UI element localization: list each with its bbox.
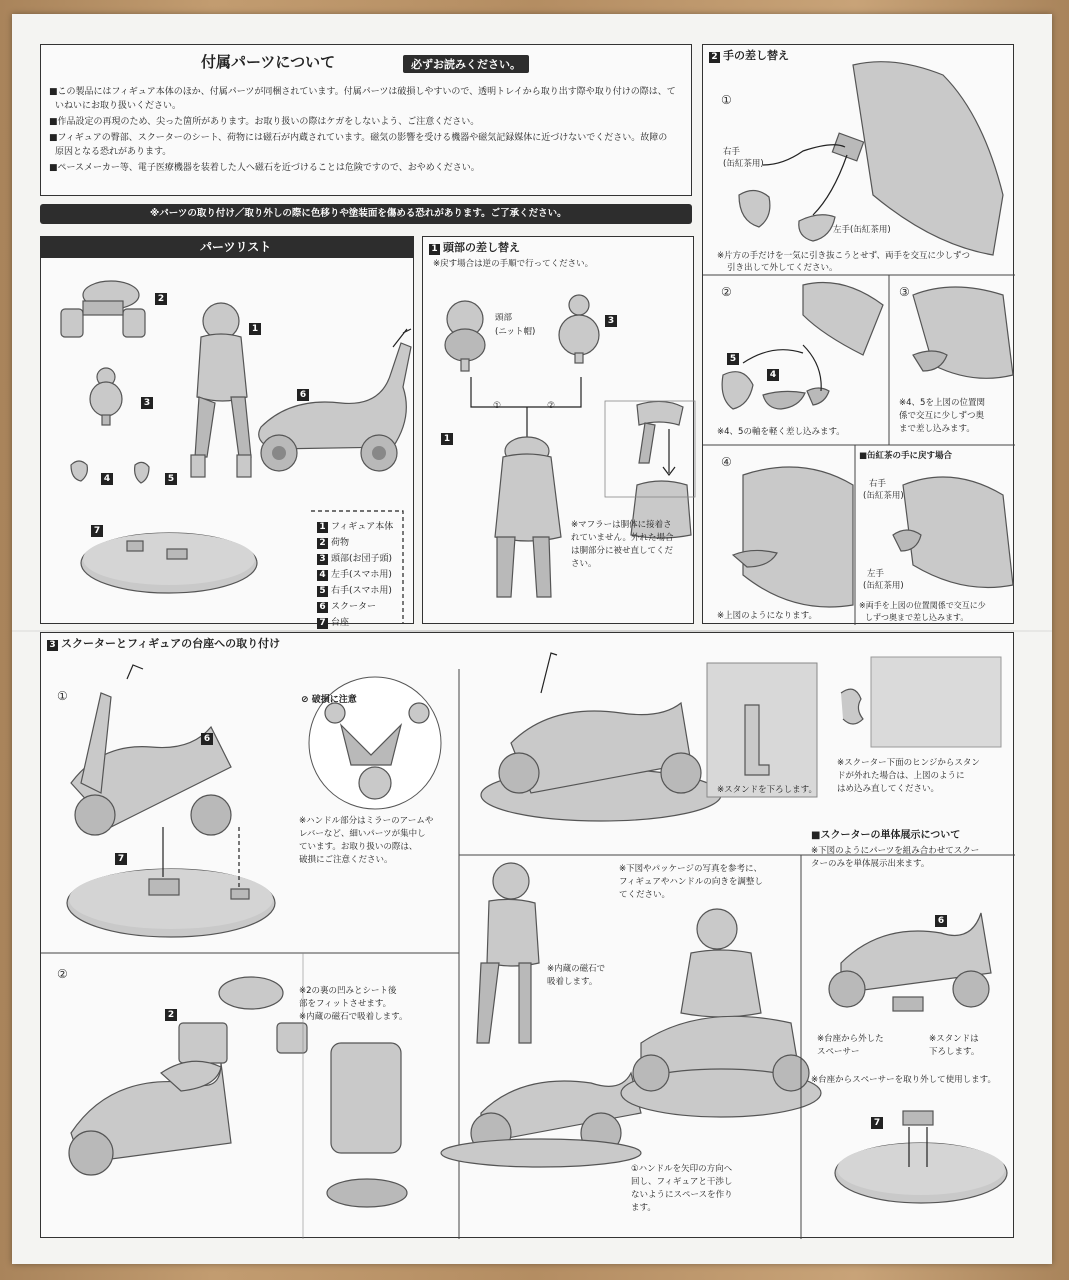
scooter-on-base-icon — [481, 653, 721, 821]
step2-marker-4: ④ — [721, 455, 732, 469]
hands-panel4-icon — [733, 467, 853, 607]
step1-box — [422, 236, 694, 624]
step3-badge-7: 7 — [115, 853, 127, 865]
return-right-label: 右手 — [869, 479, 887, 489]
legend-item: 3 頭部(お団子頭) — [317, 551, 393, 567]
scarf-note — [571, 519, 674, 571]
hands-panel2-icon — [722, 283, 883, 410]
solo-base-icon — [835, 1111, 1007, 1203]
handle-turn-line: ないようにスペースを作り — [631, 1190, 733, 1200]
caution-text: ※パーツの取り付け／取り外しの際に色移りや塗装面を傷める恐れがあります。ご了承ください。 — [150, 208, 567, 219]
hands-panel3-icon — [913, 287, 1013, 378]
luggage-note-line: 部をフィットさせます。 — [299, 999, 392, 1009]
step2-marker-3: ③ — [899, 285, 910, 299]
solo-note — [811, 845, 979, 871]
handle-note-line: ています。お取り扱いの際は、 — [299, 842, 418, 852]
luggage-step2-icon — [179, 977, 307, 1063]
notice-line-6: ■ペースメーカー等、電子医療機器を装着した人へ磁石を近づけることは危険ですので、おやめください。 — [49, 163, 480, 173]
hinge-note-line: ※スクーター下面のヒンジからスタン — [837, 758, 980, 768]
handle-turn-line: ①ハンドルを矢印の方向へ — [631, 1164, 733, 1174]
luggage-note-line: ※2の裏の凹みとシート後 — [299, 986, 397, 996]
base-part-icon — [81, 533, 257, 593]
legend-item: 2 荷物 — [317, 535, 393, 551]
legend-item: 1 フィギュア本体 — [317, 519, 393, 535]
step2-note4: ※上図のようになります。 — [717, 611, 817, 621]
step2-note3-line: 係で交互に少しずつ奥 — [899, 411, 985, 421]
notice-line-4: ■フィギュアの臀部、スクーターのシート、荷物には磁石が内蔵されています。磁気の影響を受ける機器や磁気記録媒体に近づけないでください。故障の — [49, 133, 668, 143]
step2-note3-line: まで差し込みます。 — [899, 424, 975, 434]
part-badge-2: 2 — [155, 293, 167, 305]
solo-note-line: ターのみを単体展示出来ます。 — [811, 859, 930, 869]
adjust-note-line: てください。 — [619, 890, 671, 900]
bun-head-icon — [559, 295, 599, 363]
assembled-figure-icon — [621, 909, 821, 1117]
solo-title: ■スクーターの単体展示について — [811, 830, 961, 841]
spacer-remove-note: ※台座からスペーサーを取り外して使用します。 — [811, 1075, 996, 1085]
spacer-label — [817, 1033, 884, 1059]
parts-list-title-text: パーツリスト — [200, 240, 272, 254]
part-badge-4: 4 — [101, 473, 113, 485]
spacer-label-line: スペーサー — [817, 1047, 860, 1057]
instruction-sheet — [12, 14, 1052, 1264]
stand-label — [929, 1033, 979, 1059]
step3-marker-1: ① — [57, 689, 68, 703]
right-hand-part-icon — [135, 462, 149, 483]
hinge-note-line: はめ込み直してください。 — [837, 784, 940, 794]
figure-part-icon — [191, 303, 251, 477]
step2-title: 2 手の差し替え — [709, 49, 789, 63]
step2-marker-1: ① — [721, 93, 732, 107]
notice-line-3: ■作品設定の再現のため、尖った箇所があります。お取り扱いの際はケガをしないよう、ご注意ください。 — [49, 117, 480, 127]
step1-title: 1 頭部の差し替え — [429, 241, 520, 255]
handle-turn-line: ます。 — [631, 1203, 656, 1213]
notice-line-5: 原因となる恐れがあります。 — [55, 147, 172, 157]
part-badge-7: 7 — [91, 525, 103, 537]
hands-panel5-icon — [893, 477, 1013, 588]
notice-box — [40, 44, 692, 196]
scooter-part-icon — [259, 329, 411, 471]
stand-label-line: ※スタンドは — [929, 1034, 979, 1044]
notice-line-1: ■この製品にはフィギュア本体のほか、付属パーツが同梱されています。付属パーツは破損しやすいので、透明トレイから取り出す際や取り付けの際は、て — [49, 87, 676, 97]
magnet-note — [547, 963, 605, 989]
step1-badge-1: 1 — [441, 433, 453, 445]
bun-head-part-icon — [90, 368, 122, 425]
caution-bar — [40, 204, 692, 224]
step3-badge-7b: 7 — [871, 1117, 883, 1129]
step3-badge-6b: 6 — [935, 915, 947, 927]
luggage-note — [299, 985, 407, 1024]
handle-turn-note — [631, 1163, 733, 1215]
left-hand-part-icon — [71, 461, 87, 481]
hinge-detail-icon — [841, 689, 863, 724]
figure-body-icon — [495, 437, 561, 597]
step2-badge-4: 4 — [767, 369, 779, 381]
solo-scooter-icon — [829, 913, 991, 1011]
adjust-note-line: ※下図やパッケージの写真を参考に、 — [619, 864, 762, 874]
handle-note-line: 破損にご注意ください。 — [299, 855, 393, 865]
right-hand-can-icon — [739, 190, 770, 227]
luggage-seat-detail-icon — [327, 1043, 407, 1207]
step2-badge-5: 5 — [727, 353, 739, 365]
head-label: 頭部 — [495, 313, 513, 323]
legend-item: 4 左手(スマホ用) — [317, 567, 393, 583]
hinge-note-line: ドが外れた場合は、上図のように — [837, 771, 965, 781]
step3-badge-2: 2 — [165, 1009, 177, 1021]
step2-marker-2: ② — [721, 285, 732, 299]
return-right-sub: (缶紅茶用) — [863, 491, 904, 501]
right-hand-sub-label: (缶紅茶用) — [723, 159, 764, 169]
handle-turn-line: 回し、フィギュアと干渉し — [631, 1177, 733, 1187]
must-read-badge: 必ずお読みください。 — [403, 55, 529, 73]
adjust-note — [619, 863, 763, 902]
scooter-step2-icon — [69, 1061, 231, 1175]
step2-box — [702, 44, 1014, 624]
handle-note — [299, 815, 433, 867]
step1-note: ※戻す場合は逆の手順で行ってください。 — [433, 259, 594, 269]
left-hand-can-icon — [799, 215, 835, 241]
scarf-note-line: ※マフラーは胴体に接着さ — [571, 520, 672, 530]
step-marker-1: ① — [493, 401, 502, 411]
magnet-note-line: ※内蔵の磁石で — [547, 964, 606, 974]
stand-label-line: 下ろします。 — [929, 1047, 980, 1057]
step1-badge-3: 3 — [605, 315, 617, 327]
figure-seated-icon — [477, 863, 539, 1043]
step2-note3-line: ※4、5を上図の位置関 — [899, 398, 985, 408]
step2-note5-a: ※両手を上図の位置関係で交互に少 — [859, 601, 986, 610]
return-left-label: 左手 — [867, 569, 885, 579]
luggage-part-icon — [61, 281, 145, 337]
hinge-note — [837, 757, 980, 796]
part-badge-3: 3 — [141, 397, 153, 409]
parts-list-box — [40, 236, 414, 628]
notice-title: 付属パーツについて — [201, 53, 336, 71]
adjust-note-line: フィギュアやハンドルの向きを調整し — [619, 877, 763, 887]
step3-box — [40, 632, 1014, 1238]
left-hand-label: 左手(缶紅茶用) — [833, 225, 891, 235]
step-marker-2: ② — [547, 401, 556, 411]
step2-note1-a: ※片方の手だけを一気に引き抜こうとせず、両手を交互に少しずつ — [717, 251, 970, 261]
right-hand-label: 右手 — [723, 147, 741, 157]
spacer-label-line: ※台座から外した — [817, 1034, 884, 1044]
scarf-note-line: れていません。外れた場合 — [571, 533, 674, 543]
handle-note-line: レバーなど、細いパーツが集中し — [299, 829, 426, 839]
handle-note-line: ※ハンドル部分はミラーのアームや — [299, 816, 434, 826]
head-sub-label: (ニット帽) — [495, 327, 536, 337]
scarf-note-line: さい。 — [571, 559, 597, 569]
scooter-figure-icon — [441, 1073, 641, 1167]
part-badge-6: 6 — [297, 389, 309, 401]
step2-note5-b: しずつ奥まで差し込みます。 — [865, 613, 969, 622]
scarf-note-line: は胴部分に被せ直してくだ — [571, 546, 674, 556]
magnet-note-line: 吸着します。 — [547, 977, 598, 987]
parts-legend — [317, 519, 393, 631]
notice-line-2: いねいにお取り扱いください。 — [55, 101, 182, 111]
step2-note3 — [899, 397, 985, 436]
scooter-step1-icon — [71, 665, 231, 835]
stand-note: ※スタンドを下ろします。 — [717, 785, 817, 795]
step2-note2: ※4、5の軸を軽く差し込みます。 — [717, 427, 845, 437]
step3-title: 3 スクーターとフィギュアの台座への取り付け — [47, 637, 280, 651]
base-step1-icon — [67, 869, 275, 937]
legend-item: 6 スクーター — [317, 599, 393, 615]
part-badge-5: 5 — [165, 473, 177, 485]
step3-marker-2: ② — [57, 967, 68, 981]
return-title: ■缶紅茶の手に戻す場合 — [859, 451, 953, 461]
knit-hat-head-icon — [445, 301, 485, 371]
caution-label: ⊘ 破損に注意 — [301, 695, 357, 705]
part-badge-1: 1 — [249, 323, 261, 335]
step2-illustration — [703, 45, 1015, 625]
return-left-sub: (缶紅茶用) — [863, 581, 904, 591]
step2-note1-b: 引き出して外してください。 — [727, 263, 838, 273]
luggage-note-line: ※内蔵の磁石で吸着します。 — [299, 1012, 408, 1022]
legend-item: 7 台座 — [317, 615, 393, 631]
step3-badge-6: 6 — [201, 733, 213, 745]
legend-item: 5 右手(スマホ用) — [317, 583, 393, 599]
step3-illustration — [41, 633, 1015, 1239]
scarf-icon — [637, 401, 683, 475]
solo-note-line: ※下図のようにパーツを組み合わせてスクー — [811, 846, 980, 856]
